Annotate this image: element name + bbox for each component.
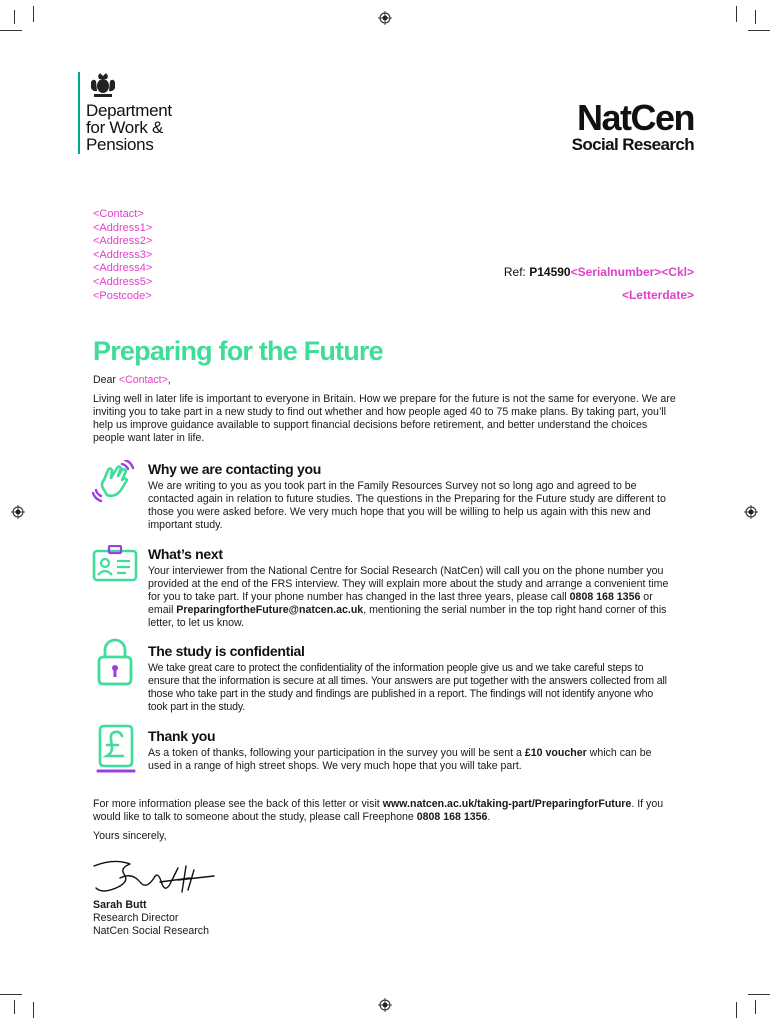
registration-mark-icon [744, 505, 758, 519]
greeting-prefix: Dear [93, 374, 119, 386]
closing-text-part: . [487, 811, 491, 823]
closing-url[interactable]: www.natcen.ac.uk/taking-part/PreparingforFuture [382, 798, 632, 810]
crop-mark [0, 30, 22, 31]
reference-label: Ref: [503, 265, 530, 279]
crop-mark [14, 10, 15, 24]
address-block [93, 208, 152, 303]
section-heading-thanks: Thank you [148, 728, 216, 744]
next-phone: 0808 168 1356 [569, 591, 641, 603]
section-text-contacting: We are writing to you as you took part in the Family Resources Survey not so long ago and agreed to be contacted again in relation to future studies. The questions in the Preparing for the Future study are different to those you were asked before. We very much hope that you will be willing to help us again with this new and important study. [148, 480, 666, 531]
address-line: <Contact> [93, 208, 144, 220]
address-line: <Address1> [93, 221, 153, 234]
section-text-next [148, 565, 673, 630]
sign-off: Yours sincerely, [93, 830, 167, 842]
crop-mark [33, 1002, 34, 1018]
greeting [93, 374, 171, 387]
thanks-voucher: £10 voucher [524, 747, 587, 759]
crop-mark [736, 1002, 737, 1018]
intro-paragraph: Living well in later life is important to everyone in Britain. How we prepare for the future is not the same for everyone. We are inviting you to take part in a new study to find out whether and how people aged 40 to 75 make plans. By taking part, you’ll help us improve guidance available to support financial decisions before retirement, and better understand the choices people want later in life. [93, 393, 676, 444]
section-heading-confidential: The study is confidential [148, 643, 305, 659]
id-card-icon [92, 545, 138, 583]
section-text-thanks [148, 747, 673, 773]
greeting-name: <Contact> [118, 374, 168, 386]
natcen-logo-subtitle: Social Research [571, 135, 694, 154]
crop-mark [0, 994, 22, 995]
closing-text-part: For more information please see the back of this letter or visit [93, 798, 383, 810]
section-heading-contacting: Why we are contacting you [148, 461, 321, 477]
address-line: <Address2> [93, 235, 153, 248]
dwp-logo-bar [78, 72, 80, 154]
address-line: <Address4> [93, 262, 153, 275]
letter-date: <Letterdate> [621, 288, 694, 302]
natcen-logo [571, 97, 694, 154]
crop-mark [748, 30, 770, 31]
next-text-part: Your interviewer from the National Centre for Social Research (NatCen) will call you on the phone number you provided at the end of the FRS interview. They will explain more about the study and arrange a convenient time for you to take part. If your phone number has changed in the last three years, please call [148, 565, 669, 603]
crop-mark [14, 1000, 15, 1014]
registration-mark-icon [378, 11, 392, 25]
dwp-line: Department [86, 101, 172, 120]
royal-crest-icon [88, 72, 118, 98]
crop-mark [33, 6, 34, 22]
dwp-line: for Work & [86, 118, 163, 137]
reference-line [504, 266, 694, 279]
crop-mark [748, 994, 770, 995]
letter-title: Preparing for the Future [93, 336, 383, 366]
pound-coin-icon [96, 724, 136, 774]
dwp-logo-text [86, 102, 172, 153]
handwritten-signature [90, 856, 220, 898]
closing-paragraph [93, 798, 693, 824]
signer-org: NatCen Social Research [93, 925, 209, 937]
crop-mark [736, 6, 737, 22]
registration-mark-icon [11, 505, 25, 519]
reference-number: P14590 [529, 265, 571, 279]
section-heading-next: What’s next [148, 546, 223, 562]
registration-mark-icon [378, 998, 392, 1012]
dwp-logo [78, 72, 188, 162]
address-line: <Address5> [93, 275, 153, 288]
signer-block [93, 899, 209, 938]
thanks-text-part: which can be used in a range of high street shops. We very much hope that you will take part. [148, 747, 652, 772]
address-line: <Address3> [93, 248, 153, 261]
thanks-text-part: As a token of thanks, following your participation in the survey you will be sent a [148, 747, 525, 759]
greeting-suffix: , [167, 374, 171, 386]
crop-mark [755, 1000, 756, 1014]
next-email: PreparingfortheFuture@natcen.ac.uk [176, 604, 364, 616]
address-line: <Postcode> [93, 289, 152, 302]
next-text-part: or email [148, 591, 653, 616]
dwp-line: Pensions [86, 135, 154, 154]
natcen-logo-name: NatCen [576, 97, 694, 138]
section-text-confidential: We take great care to protect the confidentiality of the information people give us and we take careful steps to ensure that the information is secure at all times. Your answers are put together with the answers collected from all those who take part in the study and findings are published in a report. The findings will not identify anyone who took part in the study. [148, 662, 667, 713]
closing-text-part: . If you would like to talk to someone about the study, please call Freephone [93, 798, 664, 823]
waving-hand-icon [92, 460, 136, 502]
crop-mark [755, 10, 756, 24]
padlock-icon [96, 637, 134, 687]
closing-phone: 0808 168 1356 [416, 811, 488, 823]
reference-serial: <Serialnumber><Ckl> [570, 265, 694, 279]
signer-role: Research Director [93, 912, 179, 924]
next-text-part: , mentioning the serial number in the top right hand corner of this letter, to let us know. [148, 604, 667, 629]
signer-name: Sarah Butt [93, 899, 147, 911]
